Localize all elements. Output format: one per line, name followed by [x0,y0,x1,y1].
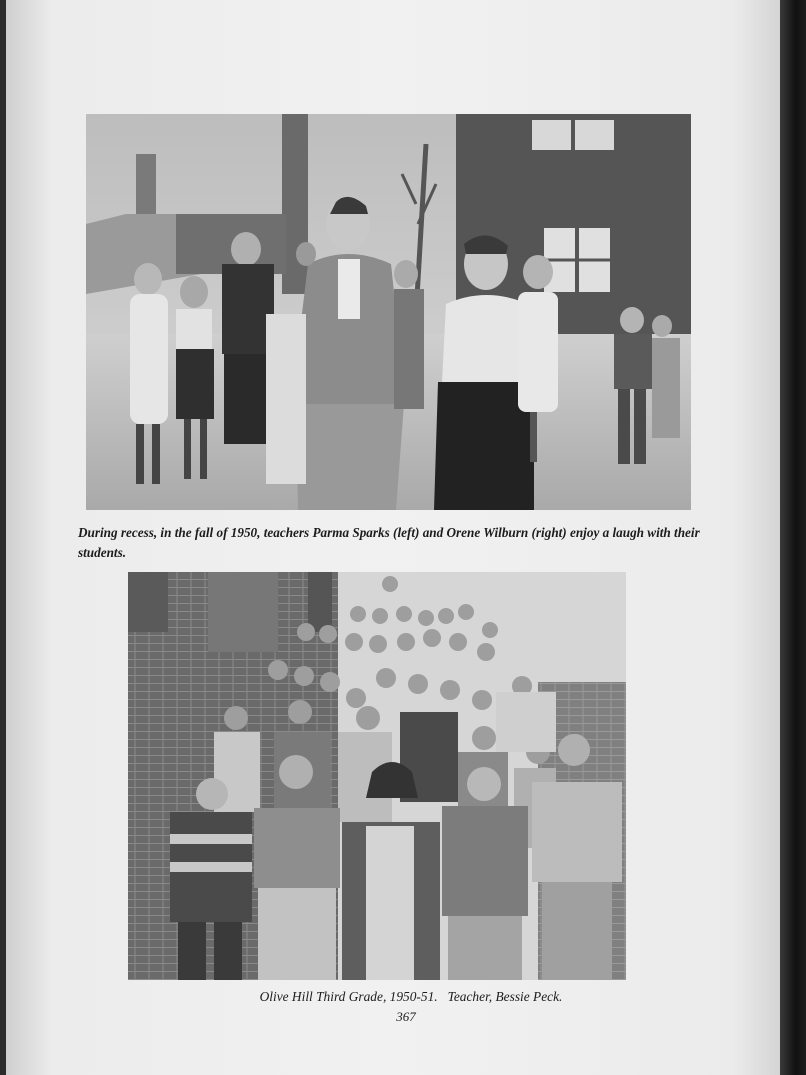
book-page [6,0,780,1075]
book-spine-shadow [780,0,806,1075]
photo-third-grade-class [128,572,626,980]
photo-recess [86,114,691,510]
page-number: 367 [396,1009,416,1024]
class-photo-caption [126,987,696,1007]
class-photo-caption-title: Olive Hill Third Grade, 1950-51. [259,989,438,1004]
recess-photo-caption: During recess, in the fall of 1950, teachers Parma Sparks (left) and Orene Wilburn (right) enjoy a laugh with their students. [78,525,700,560]
class-photo-caption-teacher: Teacher, Bessie Peck. [447,989,563,1004]
